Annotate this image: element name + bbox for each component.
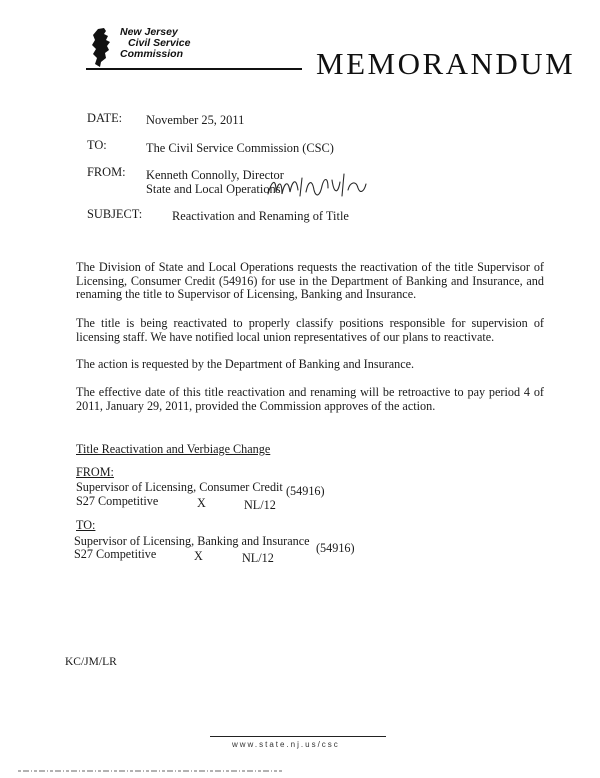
from-label: FROM: bbox=[87, 165, 126, 179]
to-class: S27 Competitive bbox=[74, 547, 157, 561]
typist-initials: KC/JM/LR bbox=[65, 656, 117, 668]
to-title-code: (54916) bbox=[316, 541, 355, 555]
footer-url: www.state.nj.us/csc bbox=[232, 740, 340, 749]
body-paragraph-3: The action is requested by the Department of Banking and Insurance. bbox=[76, 357, 415, 371]
from-unit: NL/12 bbox=[244, 498, 276, 512]
date-value: November 25, 2011 bbox=[146, 113, 245, 127]
org-name-line3: Commission bbox=[120, 48, 184, 60]
body-paragraph-4: The effective date of this title reactivation and renaming will be retroactive to pay period 4 of 2011, January 29, 2011, provided the Commission approves of the action. bbox=[76, 385, 544, 413]
from-value-line1: Kenneth Connolly, Director bbox=[146, 168, 284, 182]
letterhead-logo bbox=[84, 27, 204, 73]
to-label: TO: bbox=[87, 138, 107, 152]
from-mark: X bbox=[197, 496, 206, 510]
org-name-line2: Civil Service bbox=[128, 37, 191, 49]
from-title-code: (54916) bbox=[286, 484, 325, 498]
from-class: S27 Competitive bbox=[76, 494, 159, 508]
org-name bbox=[120, 27, 190, 60]
to-value: The Civil Service Commission (CSC) bbox=[146, 141, 334, 155]
from-heading: FROM: bbox=[76, 465, 114, 479]
from-title: Supervisor of Licensing, Consumer Credit bbox=[76, 480, 283, 494]
date-label: DATE: bbox=[87, 111, 123, 125]
footer-rule bbox=[210, 736, 386, 737]
body-paragraph-2: The title is being reactivated to properly classify positions responsible for supervision of licensing staff. We have notified local union representatives of our plans to reactivate. bbox=[76, 316, 544, 344]
scan-edge-artifact bbox=[18, 770, 282, 772]
nj-state-silhouette-icon bbox=[84, 27, 124, 69]
to-unit: NL/12 bbox=[242, 551, 274, 565]
to-heading: TO: bbox=[76, 518, 96, 532]
handwritten-signature bbox=[262, 168, 372, 202]
org-name-line1: New Jersey bbox=[120, 26, 178, 38]
to-mark: X bbox=[194, 549, 203, 563]
body-paragraph-1: The Division of State and Local Operations requests the reactivation of the title Supervisor of Licensing, Consumer Credit (54916) for use in the Department of Banking and Insurance, and renaming the title to Supervisor of Licensing, Banking and Insurance. bbox=[76, 260, 544, 301]
header-rule bbox=[86, 68, 302, 70]
to-title: Supervisor of Licensing, Banking and Insurance bbox=[74, 534, 310, 548]
from-value-line2: State and Local Operations bbox=[146, 182, 281, 196]
change-heading: Title Reactivation and Verbiage Change bbox=[76, 442, 271, 456]
subject-label: SUBJECT: bbox=[87, 207, 143, 221]
memo-title: MEMORANDUM bbox=[316, 46, 576, 81]
subject-value: Reactivation and Renaming of Title bbox=[172, 209, 349, 223]
